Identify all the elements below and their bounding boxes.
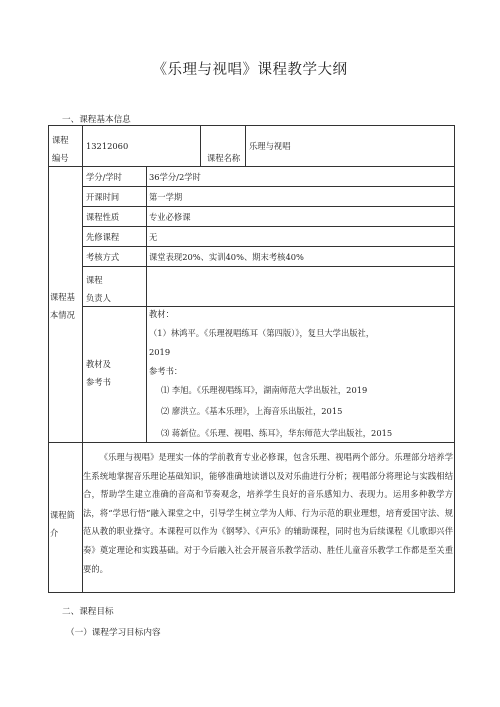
info-row-value: 课堂表现20%、实训40%、期末考核40%: [149, 252, 304, 262]
table-rule: [245, 126, 246, 166]
table-rule: [49, 166, 454, 167]
info-row-label: 课程性质: [86, 212, 120, 222]
course-owner-label: 负责人: [86, 293, 111, 303]
info-row-label: 学分/学时: [86, 172, 122, 182]
table-rule: [82, 266, 454, 267]
course-name-value: 乐理与视唱: [249, 141, 291, 151]
table-rule: [82, 306, 454, 307]
basic-info-label: 本情况: [50, 310, 75, 320]
section-heading-objectives: 二、课程目标: [62, 607, 114, 617]
course-info-table: [48, 125, 455, 593]
textbook-entry: 2019: [149, 347, 171, 357]
info-row-value: 专业必修课: [149, 212, 191, 222]
table-rule: [82, 226, 454, 227]
info-row-value: 第一学期: [149, 192, 183, 202]
course-owner-label: 课程: [86, 275, 103, 285]
section-heading-basic-info: 一、课程基本信息: [62, 115, 131, 125]
reference-entry: ⑶ 蒋新位。《乐理、视唱、练耳》，华东师范大学出版社，2015: [161, 428, 393, 438]
table-rule: [146, 166, 147, 442]
reference-entry: ⑴ 李旭。《乐理视唱练耳》，湖南师范大学出版社，2019: [161, 385, 368, 395]
reference-entry: ⑵ 廖洪立。《基本乐理》，上海音乐出版社，2015: [161, 406, 343, 416]
table-rule: [49, 442, 454, 443]
course-code-value: 13212060: [86, 141, 129, 151]
info-row-label: 开课时间: [86, 192, 120, 202]
textbooks-label: 教材及: [86, 359, 111, 369]
course-intro-text: 《乐理与视唱》是理实一体的学前教育专业必修课，包含乐理、视唱两个部分。乐理部分培养学生系统地掌握音乐理论基础知识，能够准确地读谱以及对乐曲进行分析；视唱部分将理论与实践相结合，帮助学生建立准确的音高和节奏观念，培养学生良好的音乐感知力、表现力。运用多种教学方法，将“学思行悟”融入课堂之中，引导学生树立学为人师、行为示范的职业理想，培育爱国守法、规范从教的职业操守。本课程可以作为《钢琴》、《声乐》的辅助课程，同时也为后续课程《儿歌即兴伴奏》奠定理论和实践基础。对于今后融入社会开展音乐教学活动、胜任儿童音乐教学工作都是至关重要的。: [83, 452, 453, 574]
textbook-heading: 教材：: [149, 309, 174, 319]
textbook-entry: （1）林鸿平。《乐理视唱练耳（第四版）》，复旦大学出版社，: [149, 328, 375, 338]
course-name-label: 课程名称: [207, 153, 241, 163]
table-rule: [82, 246, 454, 247]
info-row-value: 无: [149, 232, 158, 242]
table-rule: [82, 206, 454, 207]
table-rule: [200, 126, 201, 166]
document-title: 《乐理与视唱》课程教学大纲: [152, 62, 348, 78]
reference-heading: 参考书：: [149, 366, 183, 376]
course-intro-label: 介: [50, 528, 59, 538]
textbooks-label: 参考书: [86, 377, 111, 387]
table-rule: [82, 186, 454, 187]
basic-info-label: 课程基: [50, 292, 75, 302]
course-code-label: 编号: [52, 153, 69, 163]
info-row-label: 考核方式: [86, 252, 120, 262]
subsection-heading-objectives: （一）课程学习目标内容: [66, 628, 161, 638]
course-intro-label: 课程简: [50, 510, 75, 520]
info-row-value: 36学分/2学时: [149, 172, 201, 182]
info-row-label: 先修课程: [86, 232, 120, 242]
course-code-label: 课程: [52, 135, 69, 145]
